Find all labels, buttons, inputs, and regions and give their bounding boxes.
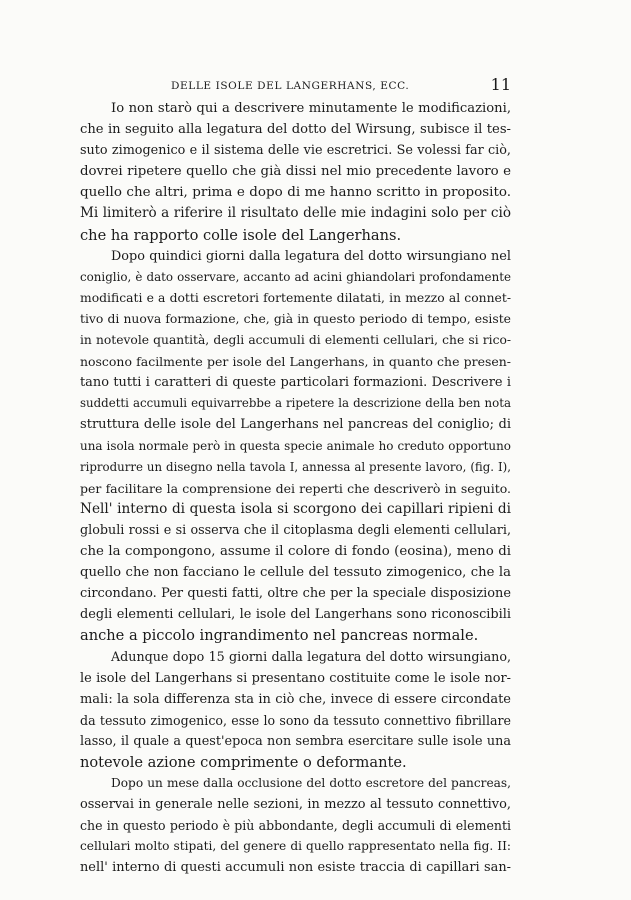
text-line: Nell' interno di questa isola si scorgono dei capillari ripieni di (80, 500, 511, 517)
running-title: DELLE ISOLE DEL LANGERHANS, ECC. (171, 80, 410, 92)
paragraph (80, 646, 511, 773)
text-line: notevole azione comprimente o deformante. (80, 753, 407, 771)
text-line: nell' interno di questi accumuli non esiste traccia di capillari san- (80, 860, 511, 876)
text-line: in notevole quantità, degli accumuli di elementi cellulari, che si rico- (80, 333, 511, 348)
text-line: osservai in generale nelle sezioni, in mezzo al tessuto connettivo, (80, 797, 511, 813)
text-line: che la compongono, assume il colore di fondo (eosina), meno di (80, 543, 511, 559)
text-line: suddetti accumuli equivarrebbe a ripetere la descrizione della ben nota (80, 396, 511, 411)
text-line: Adunque dopo 15 giorni dalla legatura del dotto wirsungiano, (111, 649, 511, 665)
text-line: circondano. Per questi fatti, oltre che per la speciale disposizione (80, 586, 511, 602)
text-line: lasso, il quale a quest'epoca non sembra esercitare sulle isole una (80, 733, 511, 749)
text-line: che ha rapporto colle isole del Langerhans. (80, 226, 402, 244)
text-line: una isola normale però in questa specie animale ho creduto opportuno (80, 438, 511, 453)
text-line: da tessuto zimogenico, esse lo sono da tessuto connettivo fibrillare (80, 712, 511, 728)
text-line: quello che altri, prima e dopo di me hanno scritto in proposito. (80, 185, 511, 201)
page-number: 11 (490, 75, 511, 94)
body-text (80, 98, 511, 878)
text-line: Dopo quindici giorni dalla legatura del dotto wirsungiano nel (111, 248, 511, 264)
paragraph (80, 98, 511, 246)
text-line: che in seguito alla legatura del dotto del Wirsung, subisce il tes- (80, 122, 511, 138)
text-line: dovrei ripetere quello che già dissi nel mio precedente lavoro e (80, 164, 511, 180)
text-line: tivo di nuova formazione, che, già in questo periodo di tempo, esiste (80, 311, 511, 326)
text-line: quello che non facciano le cellule del tessuto zimogenico, che la (80, 565, 511, 581)
text-line: Io non starò qui a descrivere minutamente le modificazioni, (111, 101, 511, 116)
text-line: suto zimogenico e il sistema delle vie escretrici. Se volessi far ciò, (80, 143, 511, 159)
text-line: tano tutti i caratteri di queste particolari formazioni. Descrivere i (80, 375, 511, 391)
paragraph (80, 246, 511, 647)
text-line: modificati e a dotti escretori fortemente dilatati, in mezzo al connet- (80, 290, 511, 305)
text-line: cellulari molto stipati, del genere di quello rappresentato nella fig. II: (80, 839, 511, 854)
text-line: che in questo periodo è più abbondante, degli accumuli di elementi (80, 818, 511, 834)
text-line: Mi limiterò a riferire il risultato delle mie indagini solo per ciò (80, 205, 511, 222)
text-line: globuli rossi e si osserva che il citoplasma degli elementi cellulari, (80, 522, 511, 538)
text-line: noscono facilmente per isole del Langerhans, in quanto che presen- (80, 354, 511, 370)
text-line: per facilitare la comprensione dei reperti che descriverò in seguito. (80, 480, 511, 496)
text-line: struttura delle isole del Langerhans nel pancreas del coniglio; di (80, 417, 511, 433)
text-line: le isole del Langerhans si presentano costituite come le isole nor- (80, 670, 511, 686)
text-line: mali: la sola differenza sta in ciò che, invece di essere circondate (80, 691, 511, 707)
text-line: Dopo un mese dalla occlusione del dotto escretore del pancreas, (111, 776, 511, 790)
text-line: anche a piccolo ingrandimento nel pancreas normale. (80, 627, 479, 645)
text-line: coniglio, è dato osservare, accanto ad acini ghiandolari profondamente (80, 269, 511, 284)
paragraph (80, 773, 511, 878)
text-line: riprodurre un disegno nella tavola I, annessa al presente lavoro, (fig. I), (80, 459, 511, 474)
text-line: degli elementi cellulari, le isole del Langerhans sono riconoscibili (80, 607, 511, 623)
